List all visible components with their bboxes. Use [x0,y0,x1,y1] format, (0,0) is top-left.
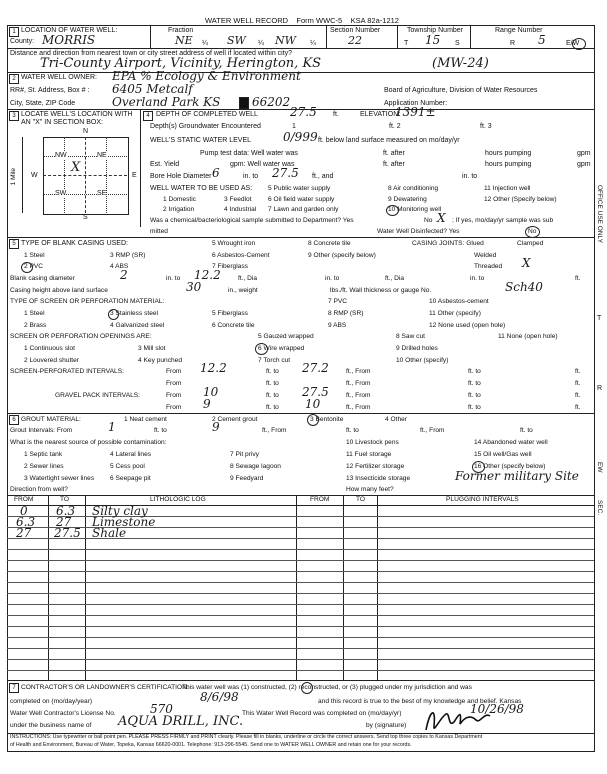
address-value: 6405 Metcalf [112,82,193,96]
log-row-2-desc: Limestone [92,515,156,529]
depth-label: DEPTH OF COMPLETED WELL [156,111,258,118]
diameter-value: 2 [120,268,128,282]
bentonite-circle [307,414,319,426]
section-number-label: Section Number [330,27,381,34]
bore-value: 6 [212,166,220,180]
locate-label: LOCATE WELL'S LOCATION WITH AN "X" IN SECTION BOX: [21,111,133,126]
static-value: 0/999 [283,130,318,144]
log-row-line [7,571,594,572]
elevation-value: 1391± [395,105,436,119]
section-number: 22 [348,34,362,47]
section-grid [43,137,129,215]
log-row-line [7,637,594,638]
log-row-line [7,604,594,605]
gp-to-2: 10 [305,397,321,411]
log-row-1-from: 0 [20,504,28,518]
fraction-2: SW [227,34,246,47]
township-label: Township Number [407,27,464,34]
constructed-circle [301,682,313,694]
lithologic-log-header: LITHOLOGIC LOG [150,496,206,503]
grout-label: GROUT MATERIAL: [21,416,81,423]
bore-to-value: 27.5 [272,166,299,180]
range-label: Range Number [495,27,543,34]
fraction-3: NW [275,34,296,47]
spi-label: SCREEN-PERFORATED INTERVALS: [10,368,124,375]
log-row-3-desc: Shale [92,526,127,540]
use-label: WELL WATER TO BE USED AS: [150,185,253,192]
log-row-3-from: 27 [16,526,32,540]
county-value: MORRIS [42,33,96,47]
bore-label: Bore Hole Diameter [150,173,212,180]
plugging-header: PLUGGING INTERVALS [446,496,519,503]
gp-from-2: 9 [203,397,211,411]
other-contam-value: Former military Site [455,469,579,483]
wire-wrapped-circle [255,343,268,355]
log-row-1-to: 6.3 [56,504,76,518]
address-label: RR#, St. Address, Box # : [10,87,90,94]
openings-label: SCREEN OR PERFORATION OPENINGS ARE: [10,333,152,340]
office-use-only: OFFICE USE ONLY [596,185,603,244]
owner-label: WATER WELL OWNER: [21,74,97,81]
form-title: WATER WELL RECORD Form WWC-5 KSA 82a-1212 [205,16,399,25]
screen-material-label: TYPE OF SCREEN OR PERFORATION MATERIAL: [10,298,165,305]
fraction-label: Fraction [168,27,194,34]
stainless-circle [108,309,119,320]
county-label: County: [10,38,35,45]
board-label: Board of Agriculture, Division of Water Resources [384,87,538,94]
log-row-3-to: 27.5 [54,526,81,540]
gp-from-1: 10 [203,385,219,399]
log-row-1-desc: Silty clay [92,504,148,518]
well-id: (MW-24) [432,56,489,71]
log-row-line [7,659,594,660]
s1-label: LOCATION OF WATER WELL: [21,27,118,34]
distance-value: Tri-County Airport, Vicinity, Herington, KS [40,56,322,71]
certification-label: CONTRACTOR'S OR LANDOWNER'S CERTIFICATION: [21,684,189,691]
log-row-2-to: 27 [56,515,72,529]
range-number: 5 [538,33,546,47]
log-row-line [7,560,594,561]
log-row-line [7,582,594,583]
section-1-number: 1 [9,27,19,37]
log-row-line [7,615,594,616]
log-row-line [7,626,594,627]
contamination-label: What is the nearest source of possible contamination: [10,439,167,446]
pvc-circle [21,262,33,273]
completed-date: 8/6/98 [200,690,239,704]
instructions-line-1: INSTRUCTIONS: Use typewriter or ball point pen. PLEASE PRESS FIRMLY and PRINT clearly. Please fill in blanks, underline or circle the correct answers. Send top three copies to Kansas Department [10,734,483,740]
signature [418,700,508,736]
log-row-line [7,593,594,594]
well-location-x: X [71,160,81,175]
spi-to: 27.2 [302,361,329,375]
instructions-line-2: of Health and Environment, Bureau of Water, Topeka, Kansas 66620-0001. Telephone: 913-296-5545. Send one to WATER WELL OWNER and retain one for your records. [10,742,412,748]
log-row-line [7,648,594,649]
record-date: 10/26/98 [470,702,524,716]
depth-value: 27.5 [290,105,317,119]
diameter-to-value: 12.2 [194,268,221,282]
gp-to-1: 27.5 [302,385,329,399]
elevation-label: ELEVATION: [360,111,401,118]
log-row-2-from: 6.3 [16,515,36,529]
grout-intervals-label: Grout Intervals: From [10,427,73,434]
fraction-1: NE [175,34,193,47]
gravel-pack-label: GRAVEL PACK INTERVALS: [55,392,141,399]
static-label: WELL'S STATIC WATER LEVEL [150,137,252,144]
application-label: Application Number: [384,100,448,107]
casing-type-label: TYPE OF BLANK CASING USED: [21,240,128,247]
spi-from: 12.2 [200,361,227,375]
height-value: 30 [186,280,202,294]
distance-label: Distance and direction from nearest town or city street address of well if located within city? [10,50,293,57]
groundwater-label: Depth(s) Groundwater Encountered [150,123,261,130]
zip-value: 66202 [252,95,291,109]
redaction-mark [239,97,249,109]
log-row-line [7,670,594,671]
city-value: Overland Park KS [112,95,221,109]
log-row-line [7,549,594,550]
height-label: Casing height above land surface [10,287,108,294]
township-number: 15 [425,33,441,47]
gauge-value: Sch40 [505,280,543,294]
business-name: AQUA DRILL, INC. [118,714,244,729]
license-number: 570 [150,702,173,716]
monitoring-well-circle [386,205,399,216]
diameter-label: Blank casing diameter [10,275,75,282]
city-label: City, State, ZIP Code [10,100,76,107]
owner-value: EPA % Ecology & Environment [112,69,301,83]
